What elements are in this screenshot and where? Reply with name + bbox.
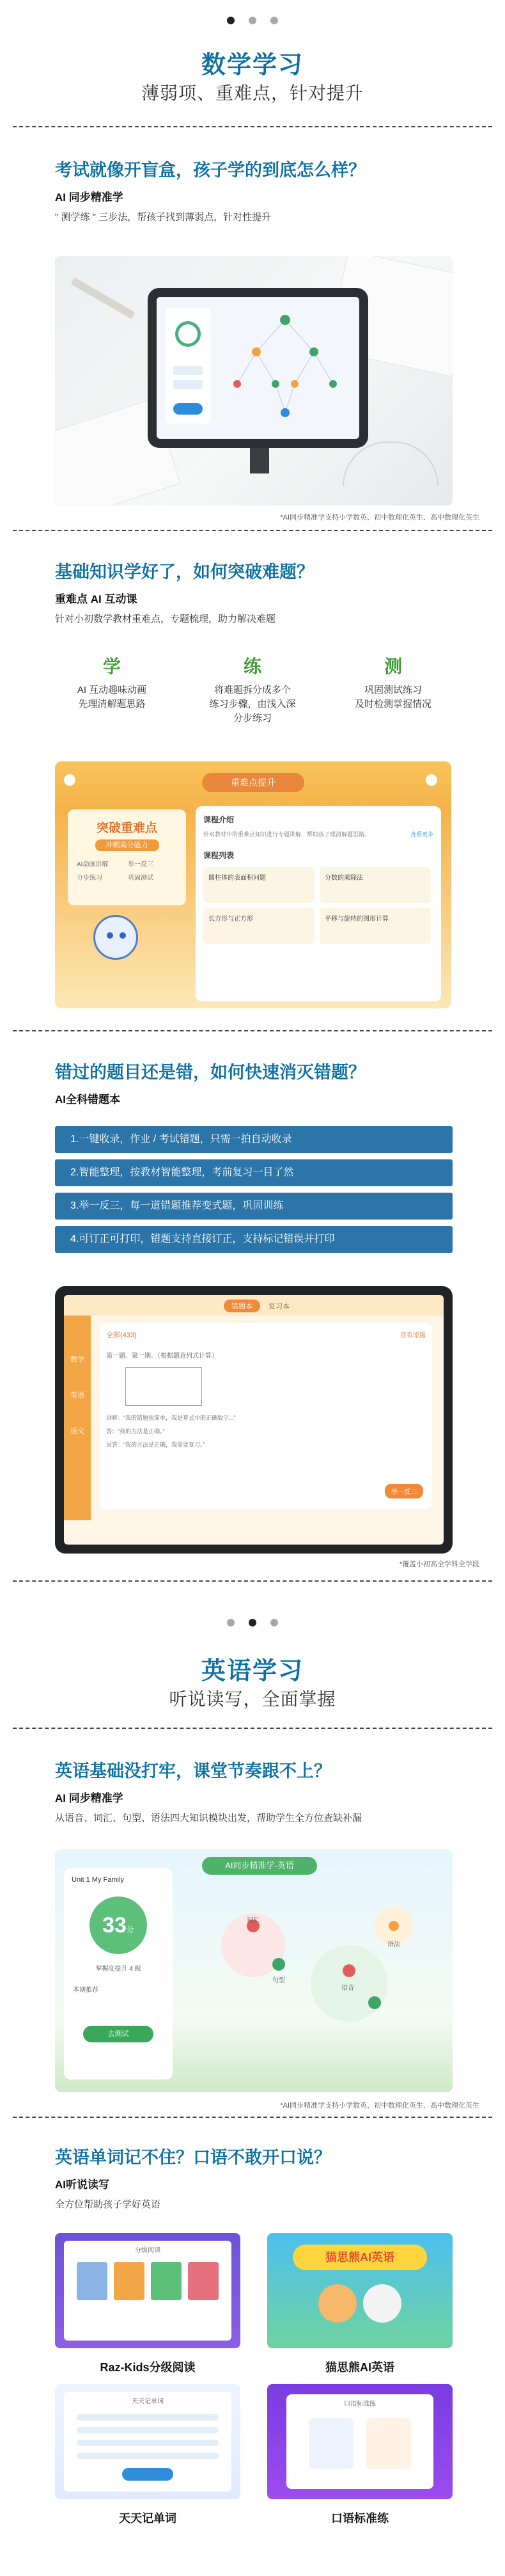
intro-text: 针对教材中的重难点知识进行专题讲解，帮助孩子理清解题思路。 <box>203 831 371 838</box>
speaking-option[interactable] <box>366 2418 411 2469</box>
analysis-line: 回答：“我的方法是正确，我需要复习。” <box>106 1442 205 1448</box>
practice-label: 练 <box>243 656 261 676</box>
intro-title: 课程介绍 <box>203 815 235 824</box>
divider <box>13 126 492 127</box>
math-section-title: 数学学习 <box>201 52 304 79</box>
question-text: 第一题。第一期。（根据题意列式计算） <box>106 1353 218 1360</box>
english-section-title: 英语学习 <box>201 1658 304 1685</box>
learn-practice-test <box>45 653 460 726</box>
divider <box>13 530 492 531</box>
english-s1-note: *AI同步精准学支持小学数英、初中数理化英生、高中数理化英生 <box>280 2102 479 2110</box>
feature-bar: 3.举一反三，每一道错题推荐变式题，巩固训练 <box>55 1193 453 1220</box>
start-button[interactable] <box>122 2468 173 2481</box>
book-cover[interactable] <box>77 2262 107 2300</box>
learn-desc: AI 互动趣味动画 先理清解题思路 <box>77 685 147 710</box>
unit-panel <box>64 1868 173 2079</box>
english-s2-label: AI听说读写 <box>55 2179 109 2191</box>
test-column <box>326 653 460 726</box>
analysis-line: 答：“我的方法是正确。” <box>106 1428 165 1435</box>
daily-words-screen-title: 天天记单词 <box>132 2398 164 2405</box>
promo-item: 举一反三 <box>128 861 153 868</box>
recommend-label: 本期推荐 <box>73 1987 98 1994</box>
course-panel <box>196 806 441 1001</box>
raz-screen-title: 分级阅读 <box>135 2247 160 2254</box>
cat-mascot-icon <box>318 2284 357 2323</box>
raz-kids-card[interactable] <box>55 2233 240 2348</box>
start-test-button[interactable]: 去测试 <box>83 2026 153 2042</box>
page-dot-2[interactable] <box>249 1619 256 1626</box>
robot-mascot-icon <box>93 915 138 960</box>
feature-bar: 4.可订正可打印，错题支持直接订正，支持标记错误并打印 <box>55 1226 453 1253</box>
math-s1-note: *AI同步精准学支持小学数英、初中数理化英生、高中数理化英生 <box>280 514 479 521</box>
english-s1-label: AI 同步精准学 <box>55 1792 123 1804</box>
node-label: 句型 <box>272 1977 285 1984</box>
promo-card <box>68 809 186 905</box>
speaking-caption: 口语标准练 <box>331 2512 389 2525</box>
score-unit: 分 <box>126 1925 134 1934</box>
learn-label: 学 <box>102 656 121 676</box>
math-s3-label: AI全科错题本 <box>55 1093 120 1106</box>
list-title: 课程列表 <box>203 851 235 860</box>
maosixiong-caption: 猫思熊AI英语 <box>325 2361 394 2374</box>
speaking-screen-title: 口语标准练 <box>344 2401 376 2408</box>
calc-table <box>125 1367 202 1406</box>
math-s2-desc: 针对小初数学教材重难点，专题梳理，助力解决难题 <box>55 614 276 624</box>
daily-words-card[interactable] <box>55 2384 240 2499</box>
english-s1-desc: 从语音、词汇、句型、语法四大知识模块出发，帮助学生全方位查缺补漏 <box>55 1813 362 1824</box>
english-banner: AI同步精准学-英语 <box>202 1857 317 1875</box>
test-label: 测 <box>384 656 402 676</box>
side-item-math[interactable]: 数学 <box>70 1356 84 1364</box>
subject-sidebar <box>64 1316 91 1520</box>
english-s2-heading: 英语单词记不住？口语不敢开口说？ <box>55 2148 331 2167</box>
topic-card[interactable] <box>203 867 315 903</box>
speaking-screen <box>286 2394 433 2489</box>
book-cover[interactable] <box>114 2262 144 2300</box>
maosixiong-logo-text: 猫思熊AI英语 <box>293 2245 427 2270</box>
knowledge-graph <box>218 307 352 429</box>
math-s1-label: AI 同步精准学 <box>55 191 123 203</box>
topic-title: 圆柱体的表面积问题 <box>208 875 266 882</box>
side-item-english[interactable]: 英语 <box>70 1392 84 1399</box>
app-header: 重难点提升 <box>202 773 304 792</box>
score-panel <box>166 308 210 424</box>
page-dot-3[interactable] <box>270 1619 278 1626</box>
wrongbook-tablet <box>55 1286 453 1554</box>
pencil <box>70 277 135 319</box>
promo-sub: 冲刺高分能力 <box>95 839 159 851</box>
topic-title: 分数的乘除法 <box>325 875 363 882</box>
topic-title: 长方形与正方形 <box>208 916 253 923</box>
intro-link[interactable]: 查看更多 <box>410 831 433 838</box>
tablet-device <box>148 288 368 448</box>
maosixiong-card[interactable] <box>267 2233 453 2348</box>
progress-text: 掌握度提升 4 级 <box>95 1966 141 1973</box>
view-original-button[interactable]: 查看原题 <box>400 1332 426 1339</box>
analysis-line: 讲解：“我的错题很简单，我是算式中的正确数字...” <box>106 1415 236 1421</box>
page-dot-3[interactable] <box>270 17 278 24</box>
wrongbook-screen <box>64 1295 444 1545</box>
question-card <box>100 1323 432 1509</box>
wrongbook-topbar <box>64 1295 444 1316</box>
topic-card[interactable] <box>320 867 431 903</box>
math-s2-label: 重难点 AI 互动课 <box>55 593 137 605</box>
daily-words-caption: 天天记单词 <box>119 2512 176 2525</box>
tab-all[interactable]: 全部 <box>106 1332 120 1339</box>
promo-title: 突破重难点 <box>96 822 157 835</box>
difficulty-app-screen <box>55 761 451 1008</box>
promo-item: 分步练习 <box>77 875 102 882</box>
english-app-screen <box>55 1849 453 2092</box>
feature-bar-list <box>55 1126 453 1259</box>
practice-desc: 将难题拆分成多个 练习步骤，由浅入深 分步练习 <box>209 685 296 724</box>
math-section-subtitle: 薄弱项、重难点，针对提升 <box>141 83 364 103</box>
topic-card[interactable] <box>203 908 315 944</box>
math-s2-heading: 基础知识学好了，如何突破难题？ <box>55 562 314 582</box>
test-desc: 巩固测试练习 及时检测掌握情况 <box>354 685 431 710</box>
node-label: 语法 <box>387 1941 400 1948</box>
node-label: 词汇 <box>247 1917 260 1924</box>
math-s1-desc: " 测学练 " 三步法，帮孩子找到薄弱点，针对性提升 <box>55 212 272 223</box>
tab-wrongbook[interactable]: 错题本 <box>224 1300 260 1312</box>
page-dot-1[interactable] <box>227 17 235 24</box>
speaking-card[interactable] <box>267 2384 453 2499</box>
divider <box>13 1728 492 1729</box>
raz-kids-screen <box>64 2241 231 2341</box>
close-icon[interactable] <box>426 774 437 786</box>
math-s3-note: *覆盖小初高全学科全学段 <box>399 1561 479 1568</box>
back-icon[interactable] <box>64 774 75 786</box>
practice-column <box>185 653 320 726</box>
page-dot-2[interactable] <box>249 17 256 24</box>
learn-column <box>45 653 179 726</box>
tab-all-count: (433) <box>120 1332 137 1339</box>
english-section-subtitle: 听说读写，全面掌握 <box>169 1689 336 1709</box>
speaking-option[interactable] <box>309 2418 354 2469</box>
feature-bar: 2.智能整理，按教材智能整理，考前复习一目了然 <box>55 1159 453 1186</box>
unit-title: Unit 1 My Family <box>72 1876 124 1884</box>
divider <box>13 2117 492 2118</box>
feature-bar: 1.一键收录，作业 / 考试错题，只需一拍自动收录 <box>55 1126 453 1153</box>
topic-card[interactable] <box>320 908 431 944</box>
math-s3-heading: 错过的题目还是错，如何快速消灭错题？ <box>55 1063 366 1082</box>
english-knowledge-map <box>183 1888 439 2054</box>
promo-item: 巩固测试 <box>128 875 153 882</box>
practice-button[interactable]: 举一反三 <box>385 1484 423 1499</box>
tab-reviewbook[interactable]: 复习本 <box>268 1303 290 1310</box>
node-label: 语音 <box>341 1985 354 1992</box>
score-ring <box>175 321 201 347</box>
score-value: 33 <box>102 1913 127 1937</box>
divider <box>13 1030 492 1031</box>
divider <box>13 1580 492 1582</box>
book-cover[interactable] <box>188 2262 219 2300</box>
book-cover[interactable] <box>151 2262 182 2300</box>
english-s1-heading: 英语基础没打牢，课堂节奏跟不上？ <box>55 1761 331 1781</box>
tablet-screen <box>157 297 359 439</box>
tablet-photo <box>55 256 453 505</box>
daily-words-screen <box>64 2392 231 2492</box>
english-s2-desc: 全方位帮助孩子学好英语 <box>55 2199 161 2210</box>
page-indicator-2[interactable] <box>0 1619 505 1626</box>
topic-title: 平移与旋转的图形计算 <box>325 916 389 923</box>
raz-kids-caption: Raz-Kids分级阅读 <box>100 2361 196 2374</box>
page-indicator[interactable] <box>0 17 505 24</box>
score-circle <box>89 1896 147 1954</box>
page-dot-1[interactable] <box>227 1619 235 1626</box>
protractor <box>343 441 439 486</box>
bear-mascot-icon <box>363 2284 401 2323</box>
promo-item: AI动画讲解 <box>77 861 109 868</box>
start-button[interactable] <box>173 403 203 415</box>
side-item-chinese[interactable]: 语文 <box>70 1427 84 1435</box>
tablet-stand <box>250 448 269 473</box>
math-s1-heading: 考试就像开盲盒，孩子学的到底怎么样？ <box>55 161 366 180</box>
